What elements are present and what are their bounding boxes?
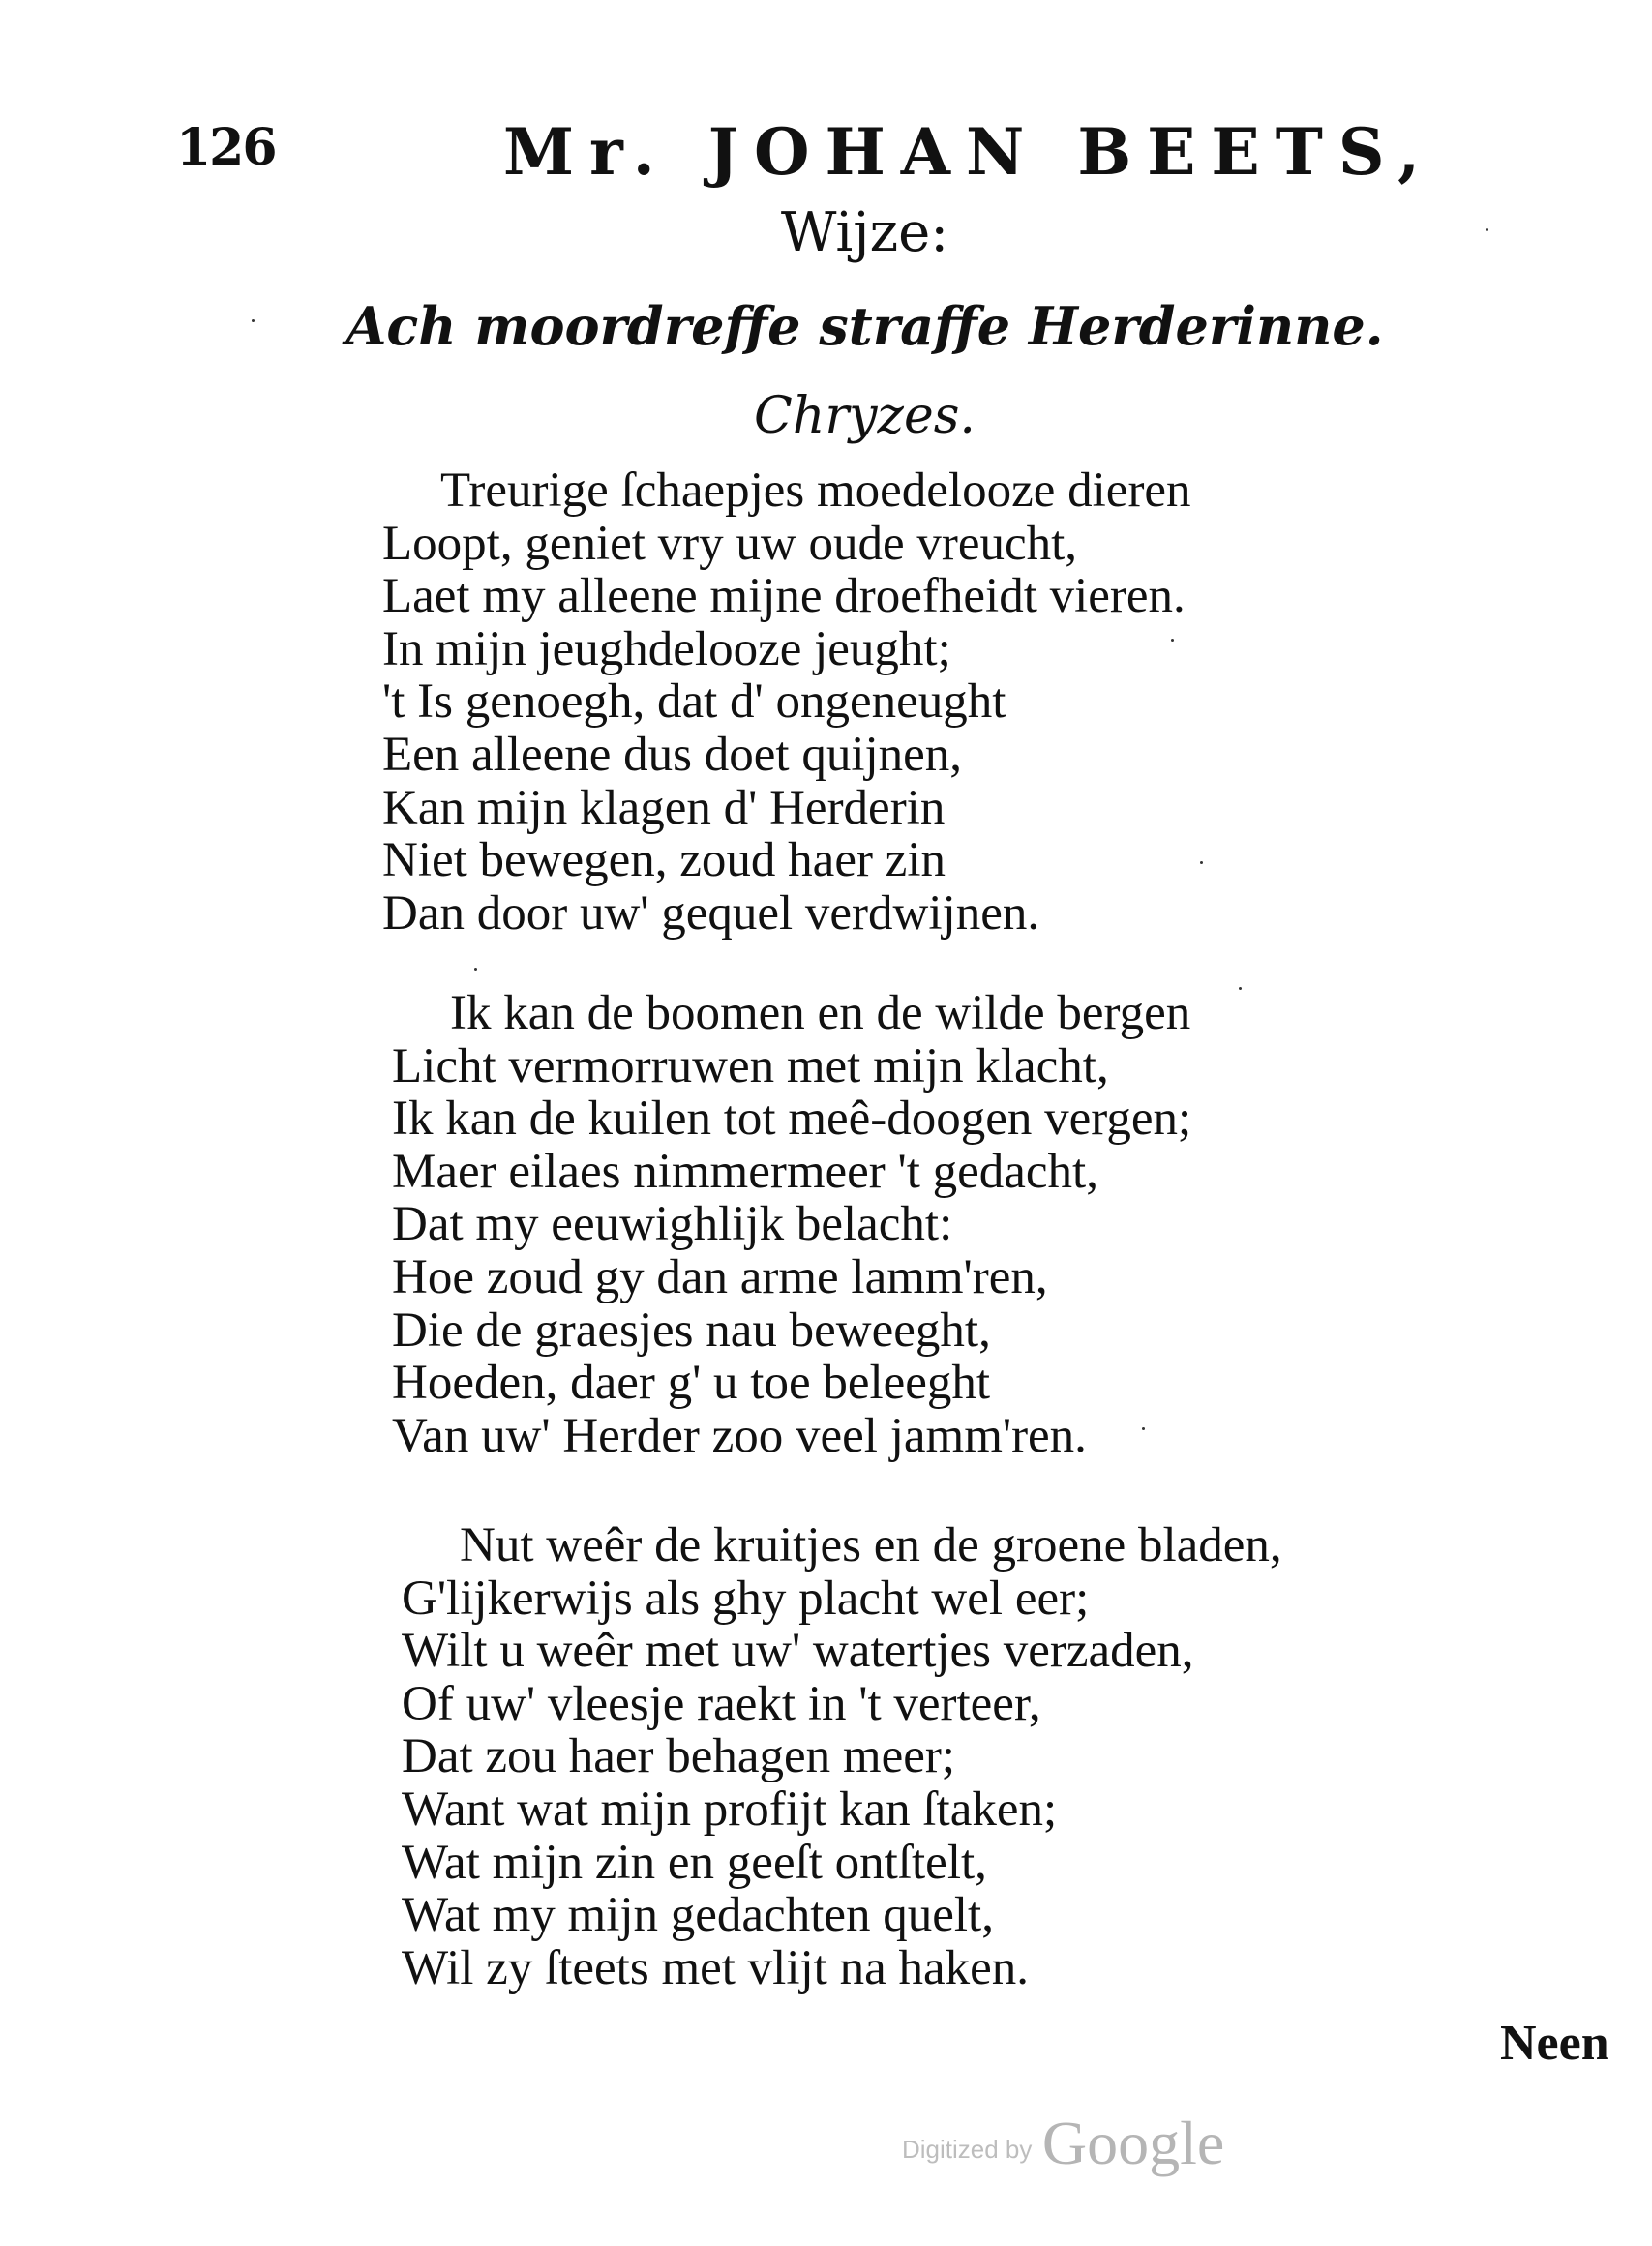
scan-speck [1239, 987, 1242, 990]
verse-line: Een alleene dus doet quijnen, [382, 727, 963, 782]
stanza-3 [402, 1519, 1282, 1994]
running-title: Mr. JOHAN BEETS, [503, 114, 1436, 190]
page-header [0, 114, 1652, 192]
verse-line: In mijn jeughdelooze jeught; [382, 621, 951, 676]
verse-line: Dan door uw' gequel verdwijnen. [382, 885, 1040, 941]
verse-line: 't Is genoegh, dat d' ongeneught [382, 674, 1006, 730]
speaker-name: Chryzes. [754, 387, 976, 445]
verse-line: Want wat mijn profijt kan ſtaken; [402, 1782, 1058, 1837]
scan-speck [1142, 1427, 1145, 1430]
verse-line: Licht vermorruwen met mijn klacht, [392, 1038, 1109, 1093]
verse-line: Nut weêr de kruitjes en de groene bladen, [460, 1518, 1282, 1572]
verse-line: Ik kan de kuilen tot meê-doogen vergen; [392, 1092, 1192, 1147]
verse-line: Wat my mijn gedachten quelt, [402, 1888, 994, 1943]
verse-line: Dat zou haer behagen meer; [402, 1729, 956, 1784]
scan-speck [1171, 639, 1174, 642]
verse-line: Dat my eeuwighlijk belacht: [392, 1197, 953, 1252]
watermark-prefix: Digitized by [902, 2135, 1033, 2164]
verse-line: Maer eilaes nimmermeer 't gedacht, [392, 1144, 1098, 1199]
scan-speck [1486, 228, 1488, 231]
tune-name: Ach moordreffe straffe Herderinne. [345, 295, 1384, 357]
verse-line: Loopt, geniet vry uw oude vreucht, [382, 516, 1078, 571]
verse-line: Die de graesjes nau beweeght, [392, 1303, 991, 1358]
tune-label: Wijze: [780, 201, 949, 264]
verse-line: G'lijkerwijs als ghy placht wel eer; [402, 1571, 1090, 1626]
verse-line: Laet my alleene mijne droefheidt vieren. [382, 569, 1186, 624]
stanza-1 [382, 464, 1191, 940]
verse-line: Wil zy ſteets met vlijt na haken. [402, 1940, 1030, 1995]
catchword: Neen [1500, 2016, 1609, 2071]
verse-line: Of uw' vleesje raekt in 't verteer, [402, 1676, 1041, 1731]
verse-line: Ik kan de boomen en de wilde bergen [450, 986, 1191, 1040]
scan-speck [1200, 861, 1203, 864]
verse-line: Kan mijn klagen d' Herderin [382, 780, 946, 835]
verse-line: Wilt u weêr met uw' watertjes verzaden, [402, 1624, 1194, 1679]
verse-line: Treurige ſchaepjes moedelooze dieren [440, 464, 1191, 518]
verse-line: Hoeden, daer g' u toe beleeght [392, 1356, 991, 1411]
scan-speck [252, 319, 255, 322]
stanza-2 [392, 987, 1191, 1462]
digitized-watermark [902, 2108, 1224, 2179]
verse-line: Van uw' Herder zoo veel jamm'ren. [392, 1408, 1087, 1463]
page-number: 126 [176, 118, 276, 177]
verse-line: Wat mijn zin en geeſt ontſtelt, [402, 1835, 987, 1890]
google-logo: Google [1041, 2109, 1225, 2177]
verse-line: Niet bewegen, zoud haer zin [382, 833, 946, 888]
scan-speck [474, 968, 477, 971]
verse-line: Hoe zoud gy dan arme lamm'ren, [392, 1249, 1048, 1304]
